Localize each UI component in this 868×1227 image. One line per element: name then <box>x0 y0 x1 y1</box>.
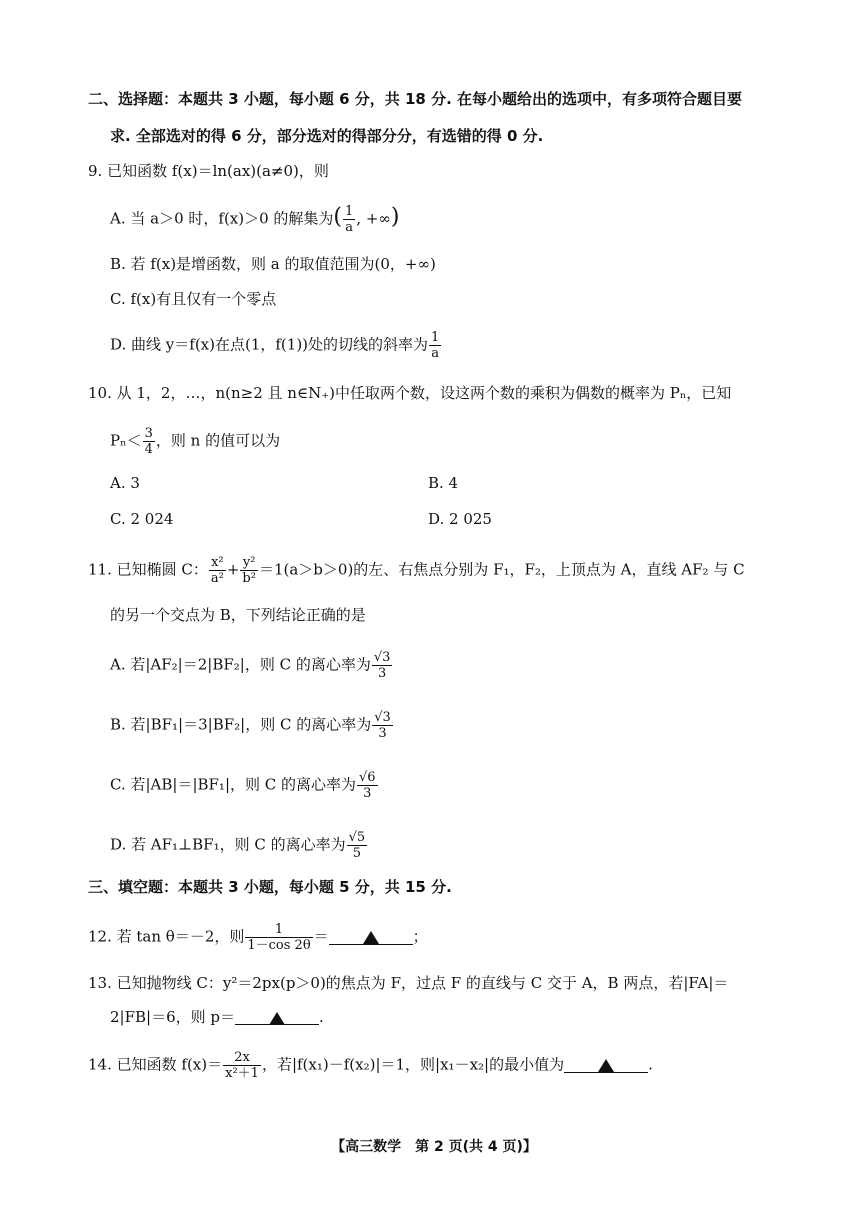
q9-d-frac-num: 1 <box>431 330 440 345</box>
q9-d-frac-den: a <box>431 346 440 361</box>
q14-fraction <box>223 1050 261 1081</box>
q11-option-d <box>110 830 368 861</box>
q11-a-text: A. 若|AF₂|＝2|BF₂|，则 C 的离心率为 <box>110 655 371 674</box>
q10-line2-post: ，则 n 的值可以为 <box>155 431 281 450</box>
q11-a-num: √3 <box>373 650 391 665</box>
q11-option-a <box>110 650 393 681</box>
q9-a-frac-num: 1 <box>345 204 354 219</box>
q11-b-text: B. 若|BF₁|＝3|BF₂|，则 C 的离心率为 <box>110 715 372 734</box>
triangle-icon <box>269 1012 285 1025</box>
q10-option-c: C. 2 024 <box>110 510 174 528</box>
q10-stem: 10. 从 1，2，…，n(n≥2 且 n∈N₊)中任取两个数，设这两个数的乘积为偶数的概率为 Pₙ，已知 <box>88 384 732 402</box>
page-footer: 【高三数学 第 2 页(共 4 页)】 <box>331 1139 537 1155</box>
q13-end: . <box>319 1008 324 1026</box>
q11-frac-x <box>209 555 226 586</box>
q14-den: x²＋1 <box>225 1066 259 1081</box>
q9-stem: 9. 已知函数 f(x)＝ln(ax)(a≠0)，则 <box>88 162 329 180</box>
q9-d-fraction <box>429 330 441 361</box>
q11-frac-y-den: b² <box>242 571 256 586</box>
q9-option-a <box>110 204 400 235</box>
q9-a-text: A. 当 a＞0 时，f(x)＞0 的解集为 <box>110 209 334 228</box>
q12-end: ； <box>412 927 428 946</box>
q12-den: 1－cos 2θ <box>247 938 311 953</box>
section2-heading-line1: 二、选择题：本题共 3 小题，每小题 6 分，共 18 分. 在每小题给出的选项中，有多项符合题目要 <box>88 90 743 108</box>
q11-b-num: √3 <box>374 710 391 725</box>
q9-a-lparen: ( <box>333 204 343 230</box>
q11-line2: 的另一个交点为 B，下列结论正确的是 <box>110 606 366 624</box>
q10-frac-num: 3 <box>144 426 153 441</box>
q11-c-den: 3 <box>363 786 372 801</box>
q10-line2-pre: Pₙ＜ <box>110 431 142 450</box>
q11-c-fraction <box>357 770 378 801</box>
q12-num: 1 <box>245 922 312 938</box>
q11-frac-x-den: a² <box>210 571 224 586</box>
q11-a-fraction <box>372 650 393 681</box>
q9-d-text: D. 曲线 y＝f(x)在点(1，f(1))处的切线的斜率为 <box>110 335 429 354</box>
q11-stem-post: ＝1(a＞b＞0)的左、右焦点分别为 F₁，F₂，上顶点为 A，直线 AF₂ 与 C <box>258 560 745 579</box>
q13-line1: 13. 已知抛物线 C：y²＝2px(p＞0)的焦点为 F，过点 F 的直线与 C 交于 A，B 两点，若|FA|＝ <box>88 974 729 992</box>
q11-b-fraction <box>372 710 393 741</box>
q12-line <box>88 922 428 953</box>
q12-pre: 12. 若 tan θ＝－2，则 <box>88 927 245 946</box>
q11-d-den: 5 <box>352 846 362 861</box>
q11-d-fraction <box>347 830 368 861</box>
q9-option-c: C. f(x)有且仅有一个零点 <box>110 290 277 308</box>
q11-c-num: √6 <box>359 770 376 785</box>
q11-option-b <box>110 710 394 741</box>
q10-frac-den: 4 <box>144 442 153 457</box>
q14-answer-blank[interactable] <box>564 1054 648 1073</box>
q13-line2 <box>110 1006 324 1028</box>
q14-line <box>88 1050 653 1081</box>
q9-a-rparen: ) <box>390 204 400 230</box>
q9-option-d <box>110 330 442 361</box>
q14-post: ，若|f(x₁)－f(x₂)|＝1，则|x₁－x₂|的最小值为 <box>261 1055 565 1074</box>
q14-end: . <box>648 1055 653 1074</box>
q14-pre: 14. 已知函数 f(x)＝ <box>88 1055 223 1074</box>
section3-heading: 三、填空题：本题共 3 小题，每小题 5 分，共 15 分. <box>88 878 452 896</box>
q12-eq: ＝ <box>313 927 329 946</box>
q11-frac-y <box>240 555 258 586</box>
section2-heading-line2: 求. 全部选对的得 6 分，部分选对的得部分分，有选错的得 0 分. <box>110 127 544 145</box>
q13-answer-blank[interactable] <box>235 1006 319 1025</box>
q11-d-text: D. 若 AF₁⊥BF₁，则 C 的离心率为 <box>110 835 346 854</box>
q11-frac-x-num: x² <box>209 555 226 571</box>
q14-num: 2x <box>223 1050 261 1066</box>
q11-stem <box>88 555 745 586</box>
q10-option-a: A. 3 <box>110 474 140 492</box>
q12-answer-blank[interactable] <box>329 926 413 945</box>
q11-a-den: 3 <box>377 666 387 681</box>
q10-fraction <box>143 426 155 457</box>
q10-option-d: D. 2 025 <box>428 510 492 528</box>
triangle-icon <box>363 931 379 944</box>
q11-d-num: √5 <box>348 830 366 845</box>
q11-plus: + <box>226 560 240 579</box>
q11-c-text: C. 若|AB|＝|BF₁|，则 C 的离心率为 <box>110 775 357 794</box>
q10-line2 <box>110 426 280 457</box>
q10-option-b: B. 4 <box>428 474 459 492</box>
triangle-icon <box>598 1059 614 1072</box>
q9-option-b: B. 若 f(x)是增函数，则 a 的取值范围为(0，+∞) <box>110 255 436 273</box>
q11-b-den: 3 <box>378 726 387 741</box>
q11-stem-pre: 11. 已知椭圆 C： <box>88 560 208 579</box>
q9-a-frac-den: a <box>345 220 354 235</box>
q13-line2-pre: 2|FB|＝6，则 p＝ <box>110 1008 235 1026</box>
q11-option-c <box>110 770 379 801</box>
q9-a-tail: , +∞ <box>356 209 391 228</box>
q11-frac-y-num: y² <box>240 555 258 571</box>
q9-a-fraction <box>343 204 355 235</box>
q12-fraction <box>245 922 312 953</box>
